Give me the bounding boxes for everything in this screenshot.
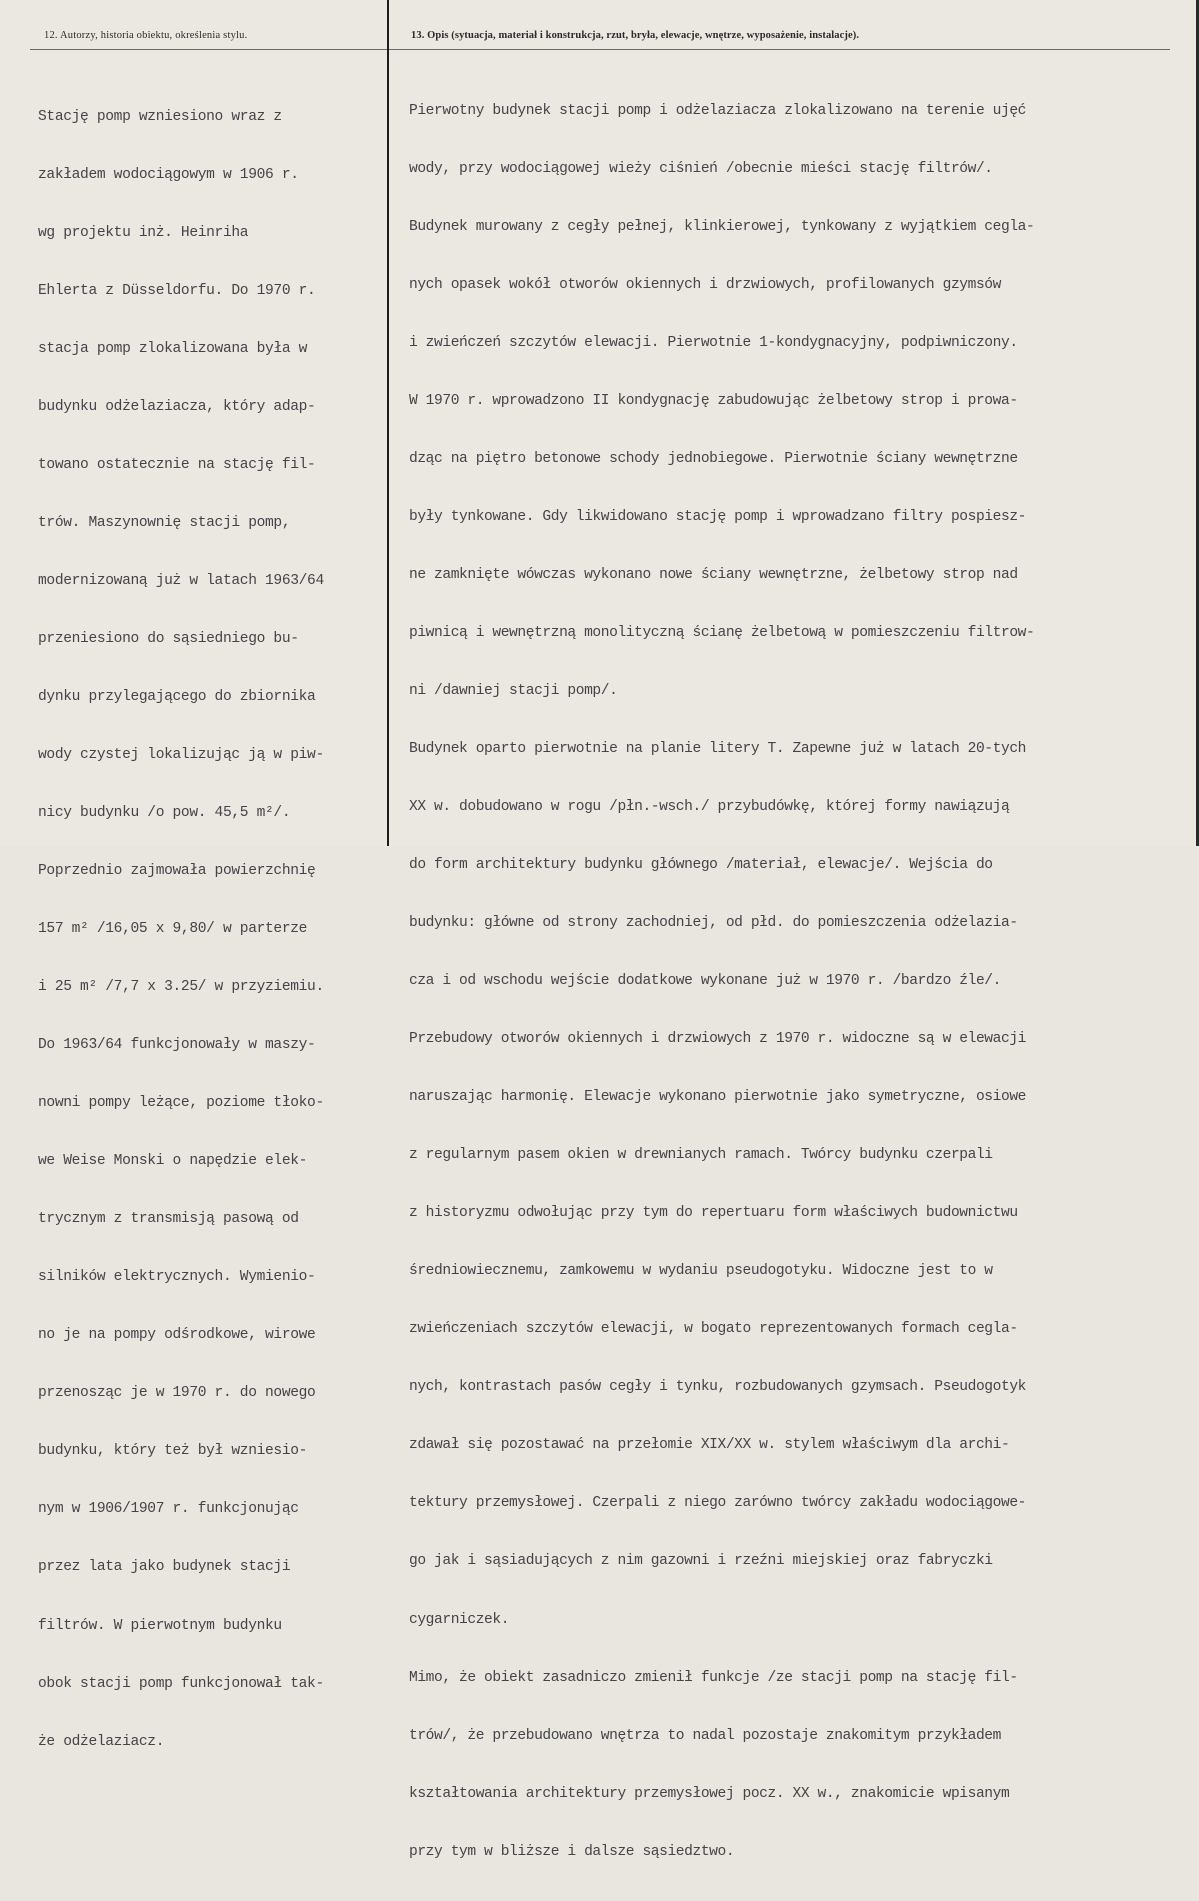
text-line: silników elektrycznych. Wymienio- xyxy=(38,1269,316,1286)
text-line: cygarniczek. xyxy=(409,1611,510,1628)
text-line: W 1970 r. wprowadzono II kondygnację zabudowując żelbetowy strop i prowa- xyxy=(409,392,1018,409)
text-line: modernizowaną już w latach 1963/64 xyxy=(38,572,324,589)
text-line: że odżelaziacz. xyxy=(38,1733,165,1750)
text-line: nowni pompy leżące, poziome tłoko- xyxy=(38,1095,324,1112)
description-text xyxy=(409,63,1189,1901)
text-line: budynku: główne od strony zachodniej, od płd. do pomieszczenia odżelazia- xyxy=(409,915,1018,932)
text-line: Poprzednio zajmowała powierzchnię xyxy=(38,863,316,880)
text-line: i zwieńczeń szczytów elewacji. Pierwotnie 1-kondygnacyjny, podpiwniczony. xyxy=(409,334,1018,351)
text-line: Do 1963/64 funkcjonowały w maszy- xyxy=(38,1037,316,1054)
section-12-header: 12. Autorzy, historia obiektu, określenia stylu. xyxy=(44,30,248,41)
text-line: średniowiecznemu, zamkowemu w wydaniu pseudogotyku. Widoczne jest to w xyxy=(409,1263,993,1280)
text-line: wg projektu inż. Heinriha xyxy=(38,224,249,241)
text-line: nych opasek wokół otworów okiennych i drzwiowych, profilowanych gzymsów xyxy=(409,276,1001,293)
text-line: przeniesiono do sąsiedniego bu- xyxy=(38,630,299,647)
text-line: we Weise Monski o napędzie elek- xyxy=(38,1153,308,1170)
text-line: budynku odżelaziacza, który adap- xyxy=(38,398,316,415)
section-13-header: 13. Opis (sytuacja, materiał i konstrukcja, rzut, bryła, elewacje, wnętrze, wyposażenie, instalacje). xyxy=(411,30,860,41)
text-line: Pierwotny budynek stacji pomp i odżelaziacza zlokalizowano na terenie ujęć xyxy=(409,102,1026,119)
text-line: Przebudowy otworów okiennych i drzwiowych z 1970 r. widoczne są w elewacji xyxy=(409,1031,1026,1048)
text-line: 157 m² /16,05 x 9,80/ w parterze xyxy=(38,921,308,938)
text-line: zakładem wodociągowym w 1906 r. xyxy=(38,166,299,183)
text-line: nych, kontrastach pasów cegły i tynku, rozbudowanych gzymsach. Pseudogotyk xyxy=(409,1379,1026,1396)
text-line: piwnicą i wewnętrzną monolityczną ścianę żelbetową w pomieszczeniu filtrow- xyxy=(409,624,1035,641)
text-line: zwieńczeniach szczytów elewacji, w bogato reprezentowanych formach cegla- xyxy=(409,1321,1018,1338)
header-rule xyxy=(30,49,1170,50)
text-line: z regularnym pasem okien w drewnianych ramach. Twórcy budynku czerpali xyxy=(409,1147,993,1164)
text-line: trycznym z transmisją pasową od xyxy=(38,1211,299,1228)
text-line: przy tym w bliższe i dalsze sąsiedztwo. xyxy=(409,1843,735,1860)
text-line: wody czystej lokalizując ją w piw- xyxy=(38,747,324,764)
text-line: zdawał się pozostawać na przełomie XIX/XX w. stylem właściwym dla archi- xyxy=(409,1437,1010,1454)
text-line: Ehlerta z Düsseldorfu. Do 1970 r. xyxy=(38,282,316,299)
text-line: no je na pompy odśrodkowe, wirowe xyxy=(38,1327,316,1344)
text-line: budynku, który też był wzniesio- xyxy=(38,1443,308,1460)
text-line: i 25 m² /7,7 x 3.25/ w przyziemiu. xyxy=(38,979,324,996)
text-line: tektury przemysłowej. Czerpali z niego zarówno twórcy zakładu wodociągowe- xyxy=(409,1495,1026,1512)
text-line: wody, przy wodociągowej wieży ciśnień /obecnie mieści stację filtrów/. xyxy=(409,160,993,177)
text-line: były tynkowane. Gdy likwidowano stację pomp i wprowadzano filtry pospiesz- xyxy=(409,508,1026,525)
text-line: nym w 1906/1907 r. funkcjonując xyxy=(38,1501,299,1518)
text-line: filtrów. W pierwotnym budynku xyxy=(38,1617,282,1634)
text-line: Mimo, że obiekt zasadniczo zmienił funkcje /ze stacji pomp na stację fil- xyxy=(409,1669,1018,1686)
text-line: go jak i sąsiadujących z nim gazowni i rzeźni miejskiej oraz fabryczki xyxy=(409,1553,993,1570)
text-line: ne zamknięte wówczas wykonano nowe ściany wewnętrzne, żelbetowy strop nad xyxy=(409,566,1018,583)
text-line: przenosząc je w 1970 r. do nowego xyxy=(38,1385,316,1402)
text-line: trów/, że przebudowano wnętrza to nadal pozostaje znakomitym przykładem xyxy=(409,1727,1001,1744)
text-line: trów. Maszynownię stacji pomp, xyxy=(38,514,291,531)
text-line: obok stacji pomp funkcjonował tak- xyxy=(38,1675,324,1692)
history-text xyxy=(38,69,383,1791)
text-line: kształtowania architektury przemysłowej pocz. XX w., znakomicie wpisanym xyxy=(409,1785,1010,1802)
text-line: do form architektury budynku głównego /materiał, elewacje/. Wejścia do xyxy=(409,857,993,874)
text-line: Budynek oparto pierwotnie na planie litery T. Zapewne już w latach 20-tych xyxy=(409,741,1026,758)
text-line: Budynek murowany z cegły pełnej, klinkierowej, tynkowany z wyjątkiem cegla- xyxy=(409,218,1035,235)
text-line: dynku przylegającego do zbiornika xyxy=(38,689,316,705)
text-line: naruszając harmonię. Elewacje wykonano pierwotnie jako symetryczne, osiowe xyxy=(409,1089,1026,1106)
text-line: dząc na piętro betonowe schody jednobiegowe. Pierwotnie ściany wewnętrzne xyxy=(409,450,1018,467)
text-line: nicy budynku /o pow. 45,5 m²/. xyxy=(38,805,291,822)
text-line: Stację pomp wzniesiono wraz z xyxy=(38,108,282,125)
text-line: XX w. dobudowano w rogu /płn.-wsch./ przybudówkę, której formy nawiązują xyxy=(409,799,1010,816)
text-line: stacja pomp zlokalizowana była w xyxy=(38,340,308,357)
text-line: ni /dawniej stacji pomp/. xyxy=(409,683,618,699)
column-divider xyxy=(387,0,389,846)
text-line: towano ostatecznie na stację fil- xyxy=(38,456,316,473)
text-line: z historyzmu odwołując przy tym do repertuaru form właściwych budownictwu xyxy=(409,1205,1018,1222)
text-line: cza i od wschodu wejście dodatkowe wykonane już w 1970 r. /bardzo źle/. xyxy=(409,973,1001,990)
text-line: przez lata jako budynek stacji xyxy=(38,1559,291,1576)
